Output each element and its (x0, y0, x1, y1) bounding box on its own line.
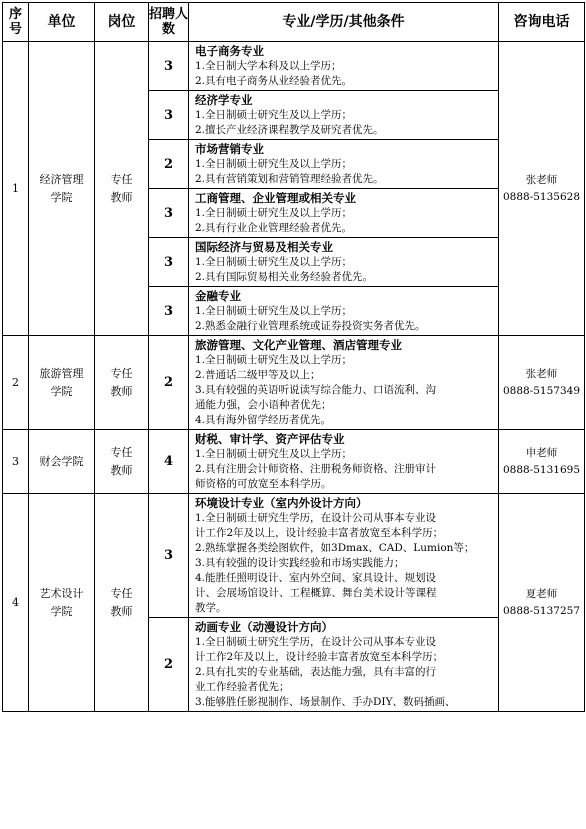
requirement-line: 计工作2年及以上，设计经验丰富者放宽至本科学历； (195, 651, 444, 663)
post-cell: 专任教师 (95, 494, 149, 712)
major-title: 金融专业 (195, 289, 241, 303)
major-title: 动画专业（动漫设计方向） (195, 620, 333, 634)
table-row (3, 42, 585, 91)
requirement-line: 1.全日制大学本科及以上学历； (195, 60, 342, 72)
requirement-line: 2.擅长产业经济课程教学及研究者优先。 (195, 124, 384, 136)
post-cell: 专任教师 (95, 42, 149, 336)
requirements-cell (189, 238, 499, 287)
count-cell: 3 (149, 238, 189, 287)
contact-name: 申老师 (525, 446, 558, 459)
requirements-cell (189, 42, 499, 91)
seq-cell: 4 (3, 494, 29, 712)
requirement-line: 2.具有国际贸易相关业务经验者优先。 (195, 271, 374, 283)
header-phone: 咨询电话 (499, 3, 585, 42)
requirement-line: 2.具有电子商务从业经验者优先。 (195, 75, 353, 87)
requirement-line: 3.具有较强的设计实践经验和市场实践能力； (195, 557, 405, 569)
contact-cell (499, 42, 585, 336)
requirement-line: 教学。 (195, 602, 227, 614)
count-cell: 4 (149, 430, 189, 494)
requirement-line: 1.全日制硕士研究生及以上学历； (195, 256, 353, 268)
contact-name: 夏老师 (525, 587, 558, 600)
table-row (3, 494, 585, 618)
recruitment-table (2, 2, 585, 712)
contact-phone: 0888-5157349 (502, 384, 581, 397)
count-cell: 2 (149, 336, 189, 430)
contact-phone: 0888-5135628 (502, 190, 581, 203)
contact-cell (499, 430, 585, 494)
requirement-line: 1.全日制硕士研究生及以上学历； (195, 109, 353, 121)
requirement-line: 师资格的可放宽至本科学历。 (195, 478, 332, 490)
post-cell: 专任教师 (95, 336, 149, 430)
requirement-line: 1.全日制硕士研究生及以上学历； (195, 354, 353, 366)
contact-phone: 0888-5137257 (502, 604, 581, 617)
unit-cell: 经济管理学院 (29, 42, 95, 336)
table-row (3, 336, 585, 430)
requirement-line: 3.具有较强的英语听说读写综合能力、口语流利、沟 (195, 384, 437, 396)
requirement-line: 3.能够胜任影视制作、场景制作、手办DIY、数码插画、 (195, 696, 456, 708)
count-cell: 3 (149, 494, 189, 618)
seq-cell: 3 (3, 430, 29, 494)
major-title: 环境设计专业（室内外设计方向） (195, 496, 368, 510)
requirement-line: 业工作经验者优先； (195, 681, 290, 693)
table-row (3, 430, 585, 494)
requirement-line: 1.全日制硕士研究生学历，在设计公司从事本专业设 (195, 636, 437, 648)
count-cell: 3 (149, 189, 189, 238)
count-cell: 3 (149, 42, 189, 91)
requirement-line: 1.全日制硕士研究生及以上学历； (195, 158, 353, 170)
requirement-line: 2.普通话二级甲等及以上； (195, 369, 321, 381)
major-title: 旅游管理、文化产业管理、酒店管理专业 (195, 338, 402, 352)
contact-phone: 0888-5131695 (502, 463, 581, 476)
unit-cell: 艺术设计学院 (29, 494, 95, 712)
post-cell: 专任教师 (95, 430, 149, 494)
requirement-line: 1.全日制硕士研究生及以上学历； (195, 305, 353, 317)
major-title: 市场营销专业 (195, 142, 264, 156)
unit-cell: 旅游管理学院 (29, 336, 95, 430)
requirements-cell (189, 336, 499, 430)
requirement-line: 1.全日制硕士研究生学历，在设计公司从事本专业设 (195, 512, 437, 524)
requirements-cell (189, 287, 499, 336)
requirement-line: 2.具有行业企业管理经验者优先。 (195, 222, 353, 234)
header-post: 岗位 (95, 3, 149, 42)
requirement-line: 2.具有营销策划和营销管理经验者优先。 (195, 173, 384, 185)
seq-cell: 2 (3, 336, 29, 430)
requirements-cell (189, 140, 499, 189)
requirement-line: 4.能胜任照明设计、室内外空间、家具设计、规划设 (195, 572, 437, 584)
count-cell: 2 (149, 140, 189, 189)
major-title: 国际经济与贸易及相关专业 (195, 240, 333, 254)
count-cell: 3 (149, 287, 189, 336)
header-seq: 序号 (3, 3, 29, 42)
contact-name: 张老师 (525, 173, 558, 186)
requirement-line: 2.具有注册会计师资格、注册税务师资格、注册审计 (195, 463, 437, 475)
requirement-line: 通能力强，会小语种者优先； (195, 399, 332, 411)
requirement-line: 2.熟悉金融行业管理系统或证券投资实务者优先。 (195, 320, 426, 332)
contact-cell (499, 336, 585, 430)
header-requirements: 专业/学历/其他条件 (189, 3, 499, 42)
header-count: 招聘人数 (149, 3, 189, 42)
requirement-line: 1.全日制硕士研究生及以上学历； (195, 207, 353, 219)
unit-cell: 财会学院 (29, 430, 95, 494)
requirements-cell (189, 430, 499, 494)
requirements-cell (189, 494, 499, 618)
requirements-cell (189, 618, 499, 712)
seq-cell: 1 (3, 42, 29, 336)
count-cell: 2 (149, 618, 189, 712)
count-cell: 3 (149, 91, 189, 140)
header-row (3, 3, 585, 42)
requirement-line: 2.具有扎实的专业基础，表达能力强，具有丰富的行 (195, 666, 437, 678)
header-unit: 单位 (29, 3, 95, 42)
major-title: 财税、审计学、资产评估专业 (195, 432, 345, 446)
requirement-line: 1.全日制硕士研究生及以上学历； (195, 448, 353, 460)
contact-cell (499, 494, 585, 712)
major-title: 经济学专业 (195, 93, 253, 107)
major-title: 电子商务专业 (195, 44, 264, 58)
requirement-line: 2.熟练掌握各类绘图软件，如3Dmax、CAD、Lumion等； (195, 542, 475, 554)
requirement-line: 计、会展场馆设计、工程概算、舞台美术设计等课程 (195, 587, 437, 599)
requirements-cell (189, 91, 499, 140)
requirement-line: 4.具有海外留学经历者优先。 (195, 414, 332, 426)
requirements-cell (189, 189, 499, 238)
requirement-line: 计工作2年及以上，设计经验丰富者放宽至本科学历； (195, 527, 444, 539)
contact-name: 张老师 (525, 367, 558, 380)
major-title: 工商管理、企业管理或相关专业 (195, 191, 356, 205)
